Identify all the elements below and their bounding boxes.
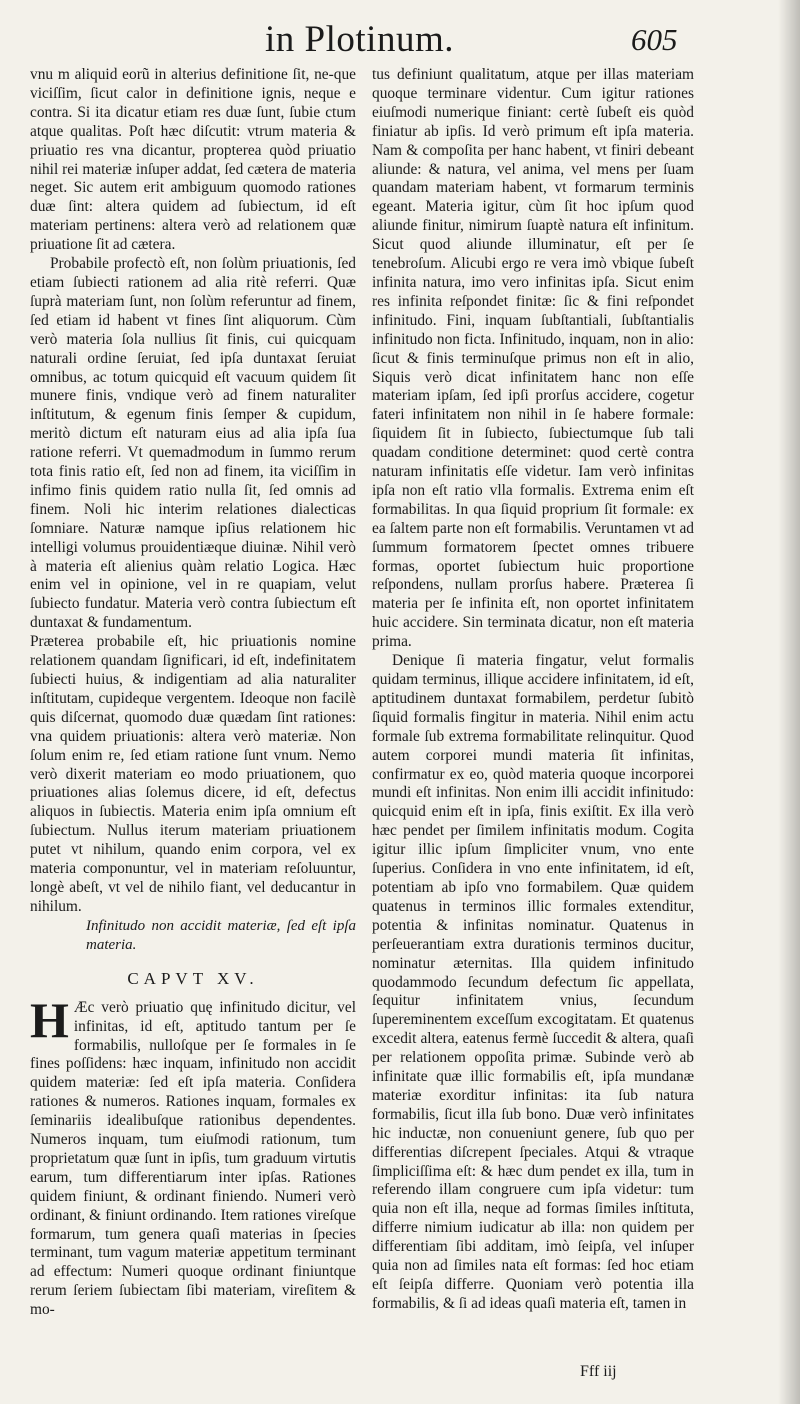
- drop-cap: H: [30, 991, 69, 1048]
- page-number: 605: [631, 22, 678, 57]
- paragraph: tus definiunt qualitatum, atque per illas materiam quoque terminare videntur. Cum igitur rationes eiuſmodi numerique finiant: certè ſubeſt eis quòd finiatur ab ipſis. Id verò primum eſt ipſa materia. Nam & compoſita per hanc habent, vt finiri debeant aliunde: & natura, vel anima, vel mens per ſuam quandam materiam habent, vt formarum terminis egeant. Materia igitur, cùm ſit hoc ipſum quod aliunde finitur, nimirum ſuaptè natura eſt infinitum. Sicut quod aliunde illuminatur, eſt per ſe tenebroſum. Alicubi ergo re vera imò vbique ſubeſt infinita natura, imo vero infinitas ipſa. Sicut enim res infinita reſpondet finitæ: ſic & fini reſpondet infinitudo. Fini, inquam ſubſtantiali, ſubſtantialis infinitudo non ficta. Infinitudo, inquam, non in alio: ſicut & finis terminuſque primus non eſt in alio, Siquis verò dicat infinitatem hanc non eſſe materiam ipſam, ſed ipſi prorſus accidere, cogetur fateri infinitatem non nihil in ſe habere formale: ſiquidem ſit in ſubiecto, ſubiectumque ſub tali quadam conditione determinet: quod certè contra naturam infinitatis eſſe videtur. Iam verò infinitas ipſa non eſt ratio vlla formalis. Extrema enim eſt formabilitas. In qua ſiquid proprium ſit formale: ex ea ſaltem parte non eſt formabilis. Veruntamen vt ad ſummum formatorem ſpectet omnes tribuere formas, oportet ſubiectum huic proportione reſpondens, nullam prorſus habere. Præterea ſi materia per ſe infinita eſt, non oportet infinitatem huic accidere. Sin terminata dicatur, non eſt materia prima.: [372, 66, 694, 651]
- running-head: in Plotinum.: [265, 19, 454, 60]
- left-column: [30, 66, 356, 1320]
- chapter-summary: Infinitudo non accidit materiæ, ſed eſt ipſa materia.: [86, 917, 356, 953]
- paragraph: vnu m aliquid eorũ in alterius definitione ſit, ne-que viciſſim, ſicut calor in definitione ignis, neque e contra. Si ita dicatur etiam res duæ ſunt, ſubie ctum atque qualitas. Poſt hæc diſcutit: vtrum materia & priuatio res vna dicantur, propterea quòd priuatio nihil rei materiæ inſuper addat, ſed cætera de materia neget. Sic autem erit ambiguum quomodo rationes duæ ſint: altera quidem ad ſubiectum, id eſt materiam pertinens: altera verò ad relationem quæ priuatione ſit ad cætera.: [30, 66, 356, 254]
- paragraph: Probabile profectò eſt, non ſolùm priuationis, ſed etiam ſubiecti rationem ad alia ritè referri. Quæ ſuprà materiam ſunt, non ſolùm referuntur ad finem, ſed etiam id habent vt fines ſint aliquorum. Cùm verò materia ſola nullius ſit finis, cui quicquam naturali ordine ſeruiat, ſed ipſa duntaxat ſeruiat omnibus, ac totum quicquid eſt vacuum quidem ſit munere finis, vndique verò ad finem naturaliter inſtitutum, & egenum finis ſemper & cupidum, meritò dictum eſt naturam eius ad alia ipſa ſua ratione referri. Vt quemadmodum in ſummo rerum tota finis ratio eſt, ſed non ad finem, ita viciſſim in infimo finis quidem ratio nulla ſit, ſed omnis ad finem. Noli hic interim relationes dialecticas ſomniare. Naturæ namque ipſius relationem hic intelligi volumus prouidentiæque diuinæ. Nihil verò à materia eſt alienius quàm relatio Logica. Hæc enim vel in opinione, vel in re quapiam, velut ſubiecto fundatur. Materia verò contra ſubiectum eſt duntaxat & fundamentum.: [30, 255, 356, 632]
- paragraph-text: Æc verò priuatio quę infinitudo dicitur, vel infinitas, id eſt, aptitudo tantum per ſe formabilis, nulloſque per ſe formales in ſe fines poſſidens: hæc inquam, infinitudo non accidit quidem materiæ: ſed eſt ipſa materia. Conſidera rationes & numeros. Rationes inquam, formales ex ſeminariis idealibuſque rationibus dependentes. Numeros inquam, tum eiuſmodi rationum, tum proprietatum quæ ſunt in ipſis, tum graduum virtutis earum, tum differentiarum inter ipſas. Rationes quidem finiunt, & ordinant finiendo. Numeri verò ordinant, & finiunt ordinando. Item rationes vireſque formarum, tum genera quaſi materias in ſpecies terminant, tum vagum materiæ appetitum terminant ad effectum: Numeri quoque ordinant finiuntque rerum ſeriem ſubiectam ſibi materiam, vireſitem & mo-: [30, 998, 356, 1319]
- chapter-heading: CAPVT XV.: [127, 968, 259, 988]
- page-edge-shadow: [778, 0, 800, 1404]
- paragraph: [30, 991, 356, 1320]
- paragraph: Præterea probabile eſt, hic priuationis nomine relationem quandam ſignificari, id eſt, indefinitatem ſubiecti huius, & indigentiam ad alia naturaliter inſtitutam, cupideque vergentem. Ideoque non facilè quis diſcernat, quomodo duæ quædam ſint rationes: vna quidem priuationis: altera verò materiæ. Non ſolum enim re, ſed etiam ratione ſunt vnum. Nemo verò dixerit materiam eo modo priuationem, quo priuationes alias ſolemus dicere, id eſt, defectus aliquos in ſubiectis. Materia enim ipſa omnium eſt ſubiectum. Nullus iterum materiam priuationem putet vt nihilum, quando enim corpora, vel ex materia componuntur, vel in materiam reſoluuntur, longè abeſt, vt vel de nihilo fiant, vel deducantur in nihilum.: [30, 633, 356, 915]
- right-column: [372, 66, 694, 1314]
- paragraph: Denique ſi materia fingatur, velut formalis quidam terminus, illique accidere infinitatem, id eſt, aptitudinem duntaxat formabilem, perdetur ſubitò ſiquid formalis fingitur in materia. Nihil enim actu formale ſub extrema formabilitate relinquitur. Quod autem corporei mundi materia ſit infinitas, confirmatur ex eo, quòd materia quoque incorporei mundi eſt infinitas. Non enim illi accidit infinitudo: quicquid enim eſt in ipſa, finis exiſtit. Ex illa verò hæc pendet per ſimilem infinitatis modum. Cogita igitur illic ipſum ſimpliciter vnum, vno ente ſuperius. Conſidera in vno ente infinitatem, id eſt, potentiam ab ipſo vno formabilem. Quæ quidem quatenus in terminos illic formales extenditur, potentia & infinitas nominatur. Quatenus in perſeuerantiam extra durationis terminos ducitur, nominatur æternitas. Illa quidem infinitudo quodammodo ſecundum defectum ſic appellata, ſequitur infinitatem vnius, ſecundum ſupereminentem exceſſum excogitatam. Et quatenus excedit altera, eatenus fermè ſuccedit & altera, quaſi per relationem oppoſita primæ. Subinde verò ab infinitate quæ illic formabilis eſt, ipſa mundanæ materiæ exorditur infinitas: ita ſub natura formabilis, ſicut illa ſub bono. Duæ verò infinitates hic inductæ, non conueniunt genere, ſub quo per differentias diſcrepent ſpeciales. Atqui & vtraque ſimpliciſſima eſt: & hæc dum pendet ex illa, tum in referendo illam congruere cum ipſa videtur: tum quia non eſt illa, neque ad formas ſimiles inſtituta, differre nimium iudicatur ab illa: non quidem per differentiam ſibi additam, imò ſeipſa, vel inſuper quia non ad ſimiles nata eſt formas: ſed hoc etiam eſt ſeipſa differre. Quoniam verò potentia illa formabilis, & ſi ad ideas quaſi materia eſt, tamen in: [372, 652, 694, 1312]
- signature-mark: Fff iij: [580, 1363, 617, 1380]
